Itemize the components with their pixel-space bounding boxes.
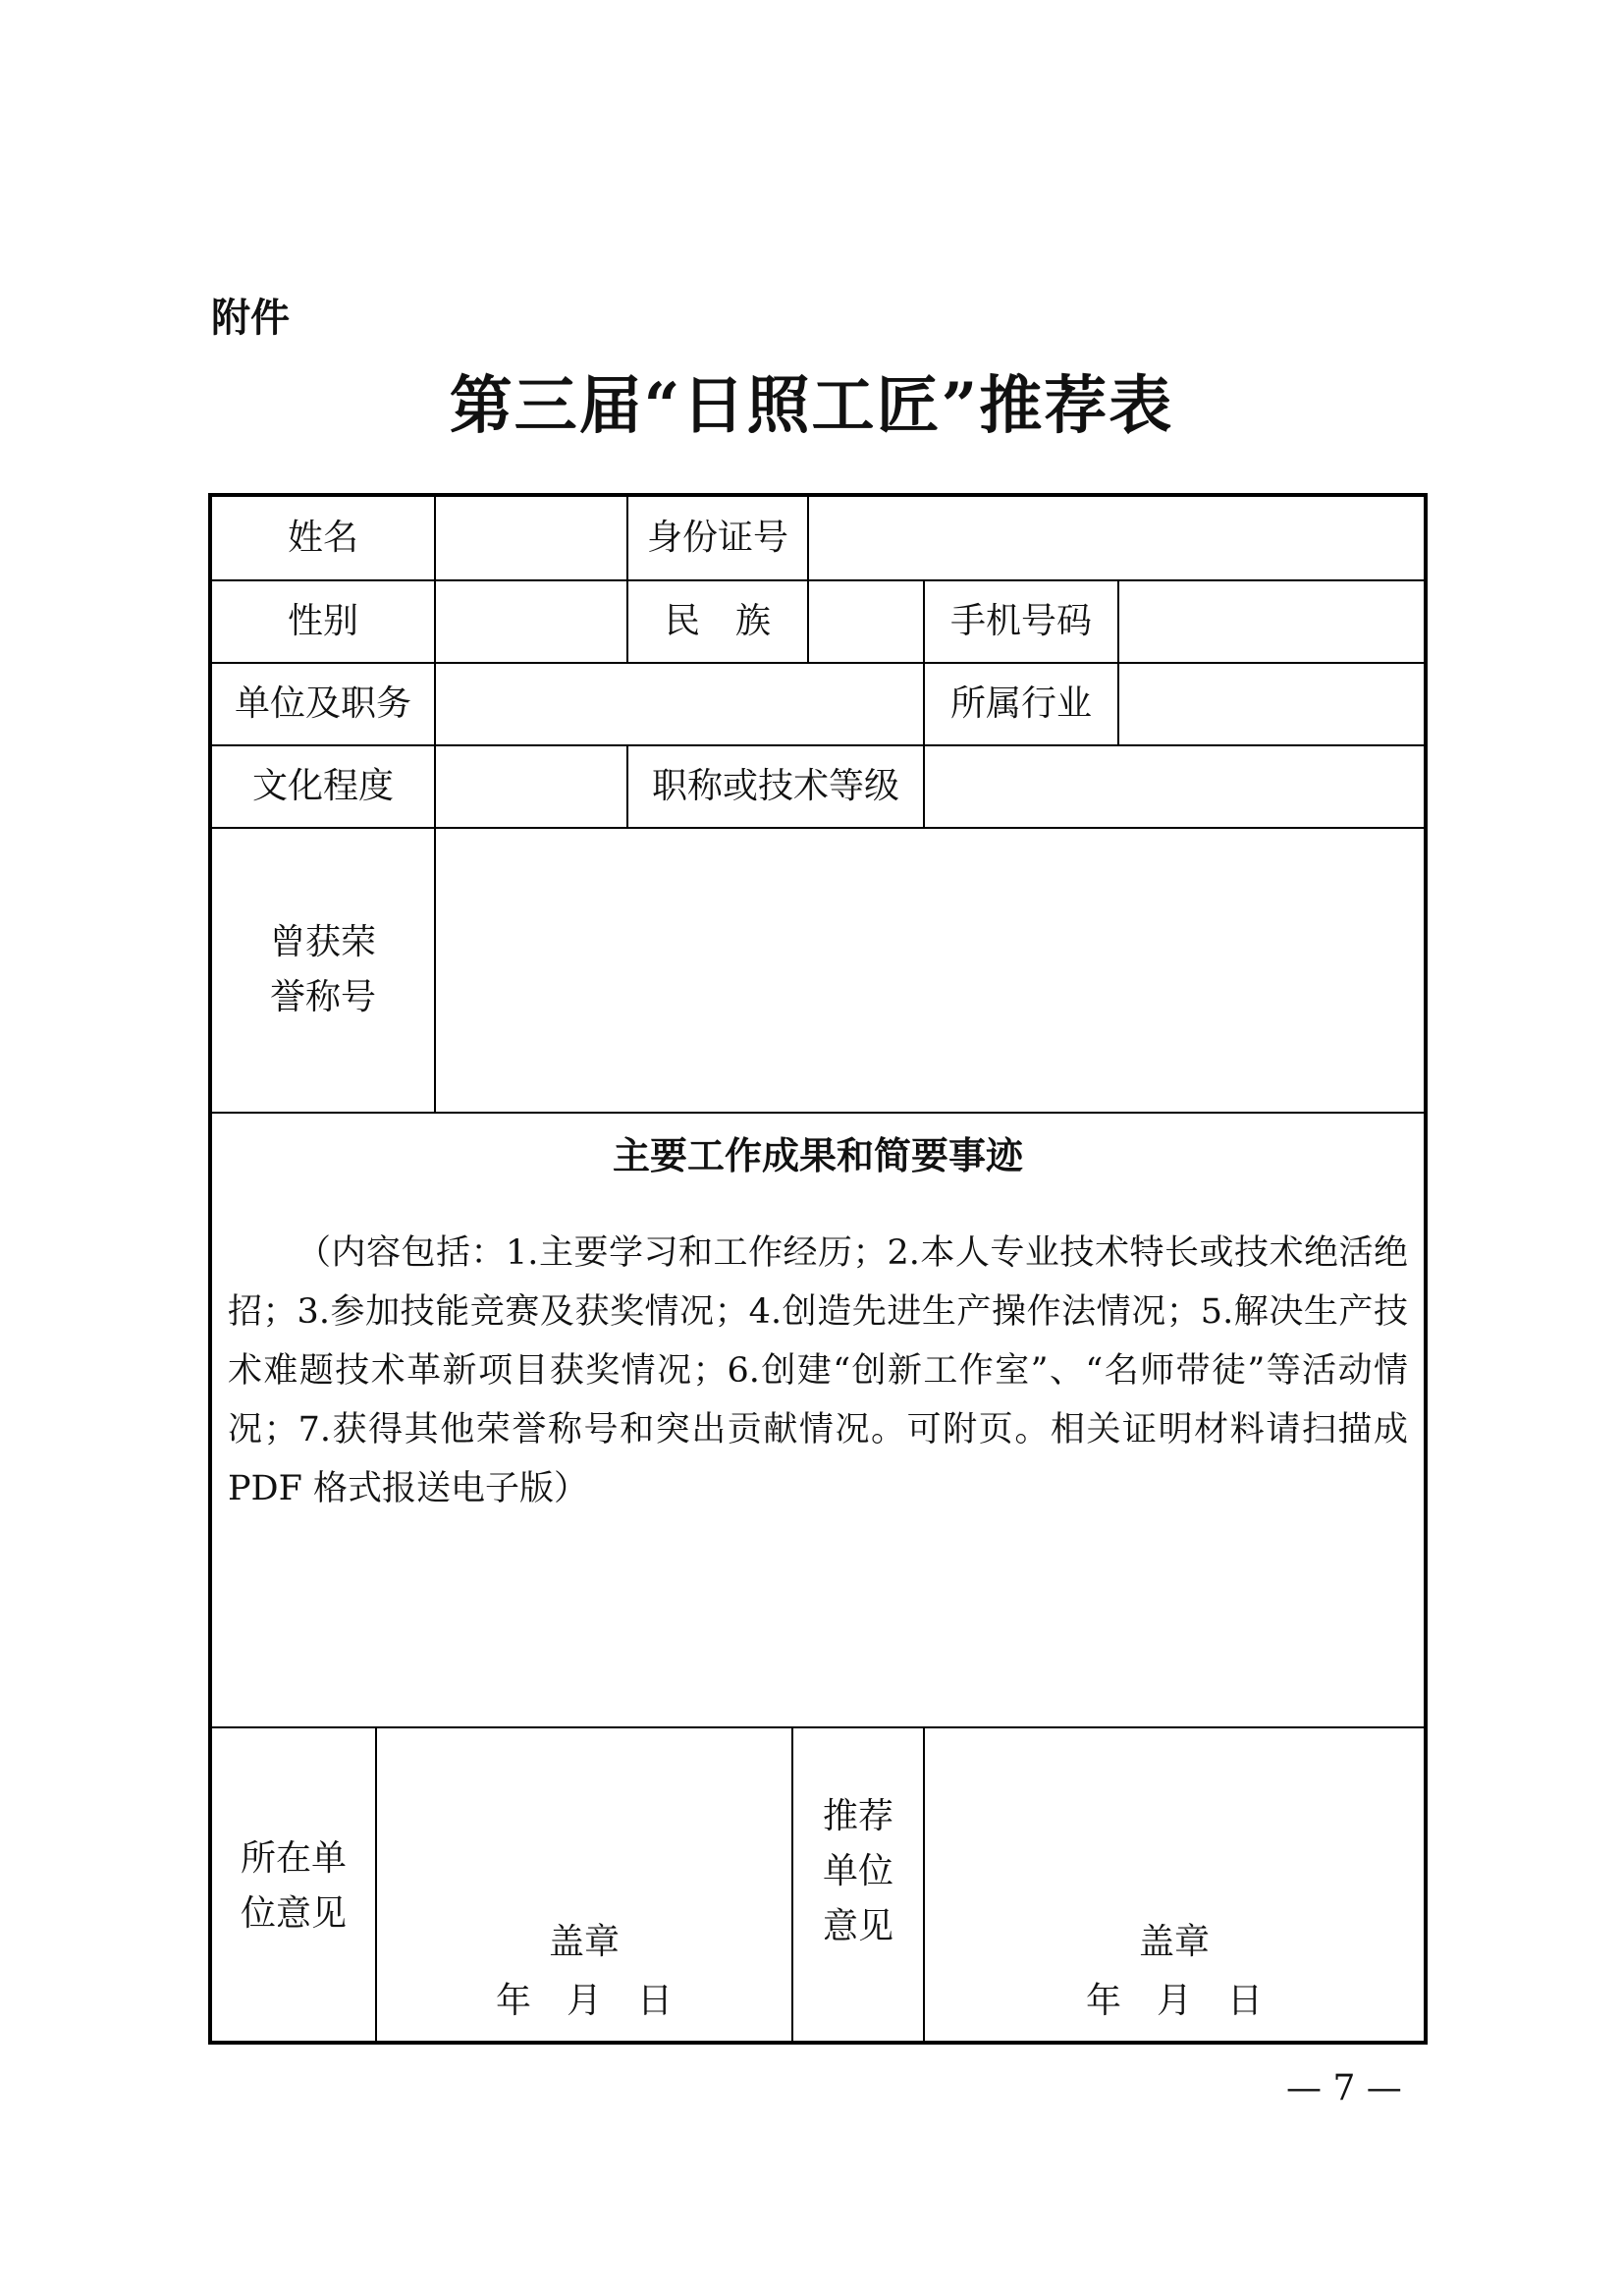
- unit-opinion-label: 所在单 位意见: [240, 1838, 347, 1934]
- education-field[interactable]: [436, 746, 626, 827]
- title-skill-level-label: 职称或技术等级: [651, 766, 899, 807]
- attachment-label: 附件: [211, 296, 290, 341]
- employer-position-field[interactable]: [436, 664, 923, 744]
- industry-field[interactable]: [1119, 664, 1424, 744]
- unit-opinion-area[interactable]: [377, 1728, 791, 2045]
- recommendation-form: [208, 493, 1428, 2045]
- unit-date-label: 年 月 日: [495, 1981, 673, 2021]
- recommender-opinion-area[interactable]: [925, 1728, 1424, 2045]
- phone-field[interactable]: [1119, 581, 1424, 662]
- education-label: 文化程度: [251, 766, 394, 807]
- employer-position-label: 单位及职务: [234, 683, 411, 725]
- ethnicity-field[interactable]: [809, 581, 923, 662]
- name-label: 姓名: [287, 518, 358, 559]
- unit-seal-label: 盖章: [548, 1922, 620, 1962]
- recommender-date-label: 年 月 日: [1085, 1981, 1263, 2021]
- gender-label: 性别: [287, 601, 358, 642]
- recommender-opinion-label: 推荐 单位 意见: [822, 1796, 893, 1946]
- achievements-section[interactable]: [212, 1114, 1424, 1726]
- honors-label: 曾获荣 誉称号: [269, 922, 376, 1017]
- gender-field[interactable]: [436, 581, 626, 662]
- honors-field[interactable]: [436, 829, 1424, 1112]
- title-skill-level-field[interactable]: [925, 746, 1424, 827]
- recommender-seal-label: 盖章: [1138, 1922, 1210, 1962]
- industry-label: 所属行业: [949, 683, 1092, 725]
- phone-label: 手机号码: [949, 601, 1092, 642]
- document-title: 第三届“日照工匠”推荐表: [449, 369, 1174, 443]
- page-number: — 7 —: [1286, 2068, 1402, 2108]
- achievements-note: （内容包括：1.主要学习和工作经历；2.本人专业技术特长或技术绝活绝招；3.参加技能竞赛及获奖情况；4.创造先进生产操作法情况；5.解决生产技术难题技术革新项目获奖情况；6.创建“创新工作室”、“名师带徒”等活动情况；7.获得其他荣誉称号和突出贡献情况。可附页。相关证明材料请扫描成 PDF 格式报送电子版）: [228, 1233, 1408, 1508]
- name-field[interactable]: [436, 497, 626, 579]
- ethnicity-label: 民 族: [664, 601, 771, 642]
- id-number-label: 身份证号: [646, 518, 788, 559]
- achievements-heading: 主要工作成果和简要事迹: [612, 1134, 1023, 1177]
- id-number-field[interactable]: [809, 497, 1424, 579]
